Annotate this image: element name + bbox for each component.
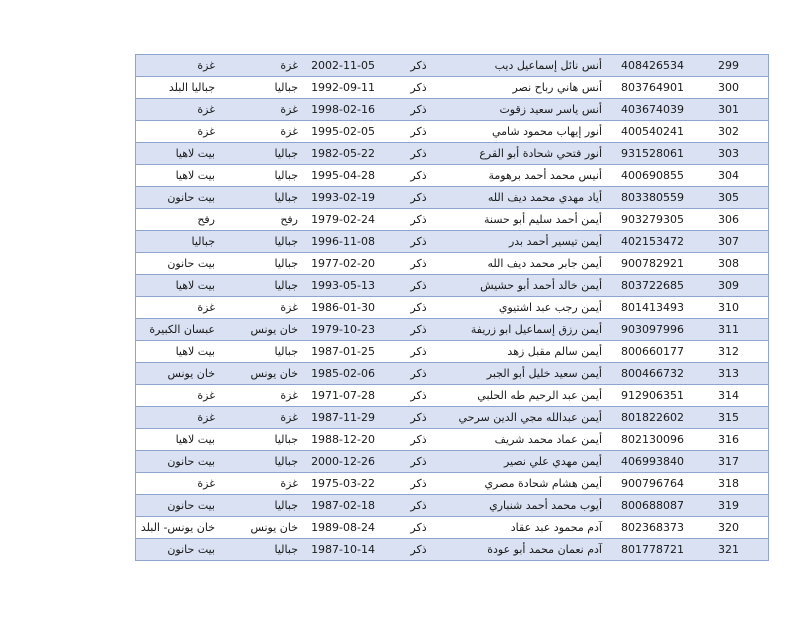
- id-number-cell: 802130096: [604, 429, 689, 451]
- row-number-cell: 310: [689, 297, 769, 319]
- id-number-cell: 903097996: [604, 319, 689, 341]
- table-row: [136, 55, 769, 77]
- full-name-cell: أيمن رجب عبد اشتيوي: [454, 297, 604, 319]
- table-row: [136, 429, 769, 451]
- row-number-cell: 320: [689, 517, 769, 539]
- area-cell: غزة: [136, 99, 222, 121]
- full-name-cell: آدم محمود عبد عقاد: [454, 517, 604, 539]
- table-row: [136, 143, 769, 165]
- full-name-cell: أيمن هشام شحادة مصري: [454, 473, 604, 495]
- area-cell: بيت لاهيا: [136, 275, 222, 297]
- id-number-cell: 800466732: [604, 363, 689, 385]
- id-number-cell: 400690855: [604, 165, 689, 187]
- row-number-cell: 315: [689, 407, 769, 429]
- area-cell: بيت لاهيا: [136, 143, 222, 165]
- area-cell: رفح: [136, 209, 222, 231]
- full-name-cell: أياد مهدي محمد ديف الله: [454, 187, 604, 209]
- full-name-cell: أيمن أحمد سليم أبو حسنة: [454, 209, 604, 231]
- birth-date-cell: 1979-02-24: [302, 209, 383, 231]
- governorate-cell: جباليا: [221, 341, 302, 363]
- row-number-cell: 308: [689, 253, 769, 275]
- row-number-cell: 311: [689, 319, 769, 341]
- id-number-cell: 802368373: [604, 517, 689, 539]
- area-cell: بيت لاهيا: [136, 165, 222, 187]
- row-number-cell: 313: [689, 363, 769, 385]
- area-cell: غزة: [136, 121, 222, 143]
- governorate-cell: جباليا: [221, 275, 302, 297]
- governorate-cell: خان يونس: [221, 363, 302, 385]
- area-cell: بيت حانون: [136, 495, 222, 517]
- birth-date-cell: 1993-02-19: [302, 187, 383, 209]
- table-row: [136, 187, 769, 209]
- governorate-cell: غزة: [221, 121, 302, 143]
- id-number-cell: 402153472: [604, 231, 689, 253]
- birth-date-cell: 1987-10-14: [302, 539, 383, 561]
- row-number-cell: 307: [689, 231, 769, 253]
- row-number-cell: 316: [689, 429, 769, 451]
- governorate-cell: جباليا: [221, 253, 302, 275]
- row-number-cell: 306: [689, 209, 769, 231]
- gender-cell: ذكر: [383, 99, 454, 121]
- gender-cell: ذكر: [383, 451, 454, 473]
- id-number-cell: 900796764: [604, 473, 689, 495]
- gender-cell: ذكر: [383, 517, 454, 539]
- row-number-cell: 299: [689, 55, 769, 77]
- birth-date-cell: 1993-05-13: [302, 275, 383, 297]
- gender-cell: ذكر: [383, 297, 454, 319]
- governorate-cell: جباليا: [221, 165, 302, 187]
- gender-cell: ذكر: [383, 121, 454, 143]
- full-name-cell: أنس هاني رباح نصر: [454, 77, 604, 99]
- governorate-cell: جباليا: [221, 539, 302, 561]
- birth-date-cell: 1995-04-28: [302, 165, 383, 187]
- row-number-cell: 304: [689, 165, 769, 187]
- row-number-cell: 319: [689, 495, 769, 517]
- full-name-cell: أيمن عبدالله مجي الدين سرحي: [454, 407, 604, 429]
- gender-cell: ذكر: [383, 473, 454, 495]
- table-row: [136, 319, 769, 341]
- table-row: [136, 473, 769, 495]
- table-row: [136, 253, 769, 275]
- area-cell: خان يونس: [136, 363, 222, 385]
- governorate-cell: جباليا: [221, 495, 302, 517]
- row-number-cell: 302: [689, 121, 769, 143]
- governorate-cell: غزة: [221, 473, 302, 495]
- full-name-cell: أيمن تيسير أحمد بدر: [454, 231, 604, 253]
- governorate-cell: غزة: [221, 55, 302, 77]
- birth-date-cell: 1996-11-08: [302, 231, 383, 253]
- gender-cell: ذكر: [383, 77, 454, 99]
- birth-date-cell: 1987-11-29: [302, 407, 383, 429]
- birth-date-cell: 2002-11-05: [302, 55, 383, 77]
- gender-cell: ذكر: [383, 275, 454, 297]
- birth-date-cell: 1975-03-22: [302, 473, 383, 495]
- birth-date-cell: 1987-01-25: [302, 341, 383, 363]
- id-number-cell: 912906351: [604, 385, 689, 407]
- table-row: [136, 99, 769, 121]
- table-row: [136, 539, 769, 561]
- birth-date-cell: 1987-02-18: [302, 495, 383, 517]
- area-cell: غزة: [136, 55, 222, 77]
- full-name-cell: أيمن مهدي علي نصير: [454, 451, 604, 473]
- full-name-cell: أيمن عبد الرحيم طه الحلبي: [454, 385, 604, 407]
- full-name-cell: أيمن خالد أحمد أبو حشيش: [454, 275, 604, 297]
- gender-cell: ذكر: [383, 253, 454, 275]
- governorate-cell: غزة: [221, 407, 302, 429]
- full-name-cell: أيمن سعيد خليل أبو الجبر: [454, 363, 604, 385]
- records-table: [135, 54, 769, 561]
- row-number-cell: 321: [689, 539, 769, 561]
- governorate-cell: خان يونس: [221, 319, 302, 341]
- gender-cell: ذكر: [383, 143, 454, 165]
- gender-cell: ذكر: [383, 165, 454, 187]
- gender-cell: ذكر: [383, 407, 454, 429]
- table-row: [136, 495, 769, 517]
- id-number-cell: 400540241: [604, 121, 689, 143]
- birth-date-cell: 1998-02-16: [302, 99, 383, 121]
- governorate-cell: غزة: [221, 297, 302, 319]
- area-cell: بيت لاهيا: [136, 429, 222, 451]
- row-number-cell: 303: [689, 143, 769, 165]
- birth-date-cell: 2000-12-26: [302, 451, 383, 473]
- gender-cell: ذكر: [383, 385, 454, 407]
- gender-cell: ذكر: [383, 209, 454, 231]
- records-table-body: [136, 55, 769, 561]
- full-name-cell: أيوب محمد أحمد شنباري: [454, 495, 604, 517]
- birth-date-cell: 1988-12-20: [302, 429, 383, 451]
- gender-cell: ذكر: [383, 429, 454, 451]
- area-cell: بيت حانون: [136, 539, 222, 561]
- birth-date-cell: 1986-01-30: [302, 297, 383, 319]
- table-row: [136, 407, 769, 429]
- table-row: [136, 297, 769, 319]
- governorate-cell: جباليا: [221, 451, 302, 473]
- governorate-cell: جباليا: [221, 187, 302, 209]
- id-number-cell: 801822602: [604, 407, 689, 429]
- full-name-cell: أيمن جابر محمد ديف الله: [454, 253, 604, 275]
- area-cell: جباليا البلد: [136, 77, 222, 99]
- row-number-cell: 312: [689, 341, 769, 363]
- id-number-cell: 800688087: [604, 495, 689, 517]
- table-row: [136, 341, 769, 363]
- birth-date-cell: 1989-08-24: [302, 517, 383, 539]
- id-number-cell: 803764901: [604, 77, 689, 99]
- gender-cell: ذكر: [383, 363, 454, 385]
- birth-date-cell: 1971-07-28: [302, 385, 383, 407]
- full-name-cell: أنيس محمد أحمد برهومة: [454, 165, 604, 187]
- row-number-cell: 317: [689, 451, 769, 473]
- table-row: [136, 231, 769, 253]
- id-number-cell: 931528061: [604, 143, 689, 165]
- area-cell: بيت حانون: [136, 451, 222, 473]
- gender-cell: ذكر: [383, 495, 454, 517]
- table-row: [136, 363, 769, 385]
- row-number-cell: 318: [689, 473, 769, 495]
- id-number-cell: 801413493: [604, 297, 689, 319]
- birth-date-cell: 1977-02-20: [302, 253, 383, 275]
- row-number-cell: 309: [689, 275, 769, 297]
- table-row: [136, 451, 769, 473]
- full-name-cell: أنور فتحي شحادة أبو القرع: [454, 143, 604, 165]
- governorate-cell: جباليا: [221, 143, 302, 165]
- area-cell: بيت حانون: [136, 187, 222, 209]
- gender-cell: ذكر: [383, 539, 454, 561]
- governorate-cell: جباليا: [221, 231, 302, 253]
- row-number-cell: 300: [689, 77, 769, 99]
- table-row: [136, 165, 769, 187]
- table-row: [136, 517, 769, 539]
- table-row: [136, 209, 769, 231]
- id-number-cell: 803380559: [604, 187, 689, 209]
- area-cell: جباليا: [136, 231, 222, 253]
- row-number-cell: 314: [689, 385, 769, 407]
- full-name-cell: آدم نعمان محمد أبو عودة: [454, 539, 604, 561]
- row-number-cell: 301: [689, 99, 769, 121]
- governorate-cell: جباليا: [221, 429, 302, 451]
- birth-date-cell: 1992-09-11: [302, 77, 383, 99]
- birth-date-cell: 1995-02-05: [302, 121, 383, 143]
- id-number-cell: 408426534: [604, 55, 689, 77]
- area-cell: غزة: [136, 385, 222, 407]
- governorate-cell: غزة: [221, 385, 302, 407]
- id-number-cell: 801778721: [604, 539, 689, 561]
- birth-date-cell: 1985-02-06: [302, 363, 383, 385]
- area-cell: بيت لاهيا: [136, 341, 222, 363]
- row-number-cell: 305: [689, 187, 769, 209]
- table-row: [136, 77, 769, 99]
- full-name-cell: أنور إيهاب محمود شامي: [454, 121, 604, 143]
- full-name-cell: أيمن سالم مقبل زهد: [454, 341, 604, 363]
- birth-date-cell: 1979-10-23: [302, 319, 383, 341]
- full-name-cell: أيمن عماد محمد شريف: [454, 429, 604, 451]
- governorate-cell: خان يونس: [221, 517, 302, 539]
- area-cell: غزة: [136, 297, 222, 319]
- gender-cell: ذكر: [383, 55, 454, 77]
- full-name-cell: أيمن رزق إسماعيل ابو زريفة: [454, 319, 604, 341]
- id-number-cell: 406993840: [604, 451, 689, 473]
- area-cell: غزة: [136, 407, 222, 429]
- id-number-cell: 903279305: [604, 209, 689, 231]
- gender-cell: ذكر: [383, 231, 454, 253]
- area-cell: بيت حانون: [136, 253, 222, 275]
- full-name-cell: أنس ياسر سعيد زقوت: [454, 99, 604, 121]
- governorate-cell: جباليا: [221, 77, 302, 99]
- id-number-cell: 900782921: [604, 253, 689, 275]
- table-row: [136, 385, 769, 407]
- governorate-cell: رفح: [221, 209, 302, 231]
- table-row: [136, 275, 769, 297]
- area-cell: خان يونس- البلد: [136, 517, 222, 539]
- full-name-cell: أنس نائل إسماعيل ديب: [454, 55, 604, 77]
- table-row: [136, 121, 769, 143]
- gender-cell: ذكر: [383, 187, 454, 209]
- gender-cell: ذكر: [383, 319, 454, 341]
- area-cell: غزة: [136, 473, 222, 495]
- birth-date-cell: 1982-05-22: [302, 143, 383, 165]
- area-cell: عبسان الكبيرة: [136, 319, 222, 341]
- id-number-cell: 403674039: [604, 99, 689, 121]
- id-number-cell: 800660177: [604, 341, 689, 363]
- gender-cell: ذكر: [383, 341, 454, 363]
- id-number-cell: 803722685: [604, 275, 689, 297]
- governorate-cell: غزة: [221, 99, 302, 121]
